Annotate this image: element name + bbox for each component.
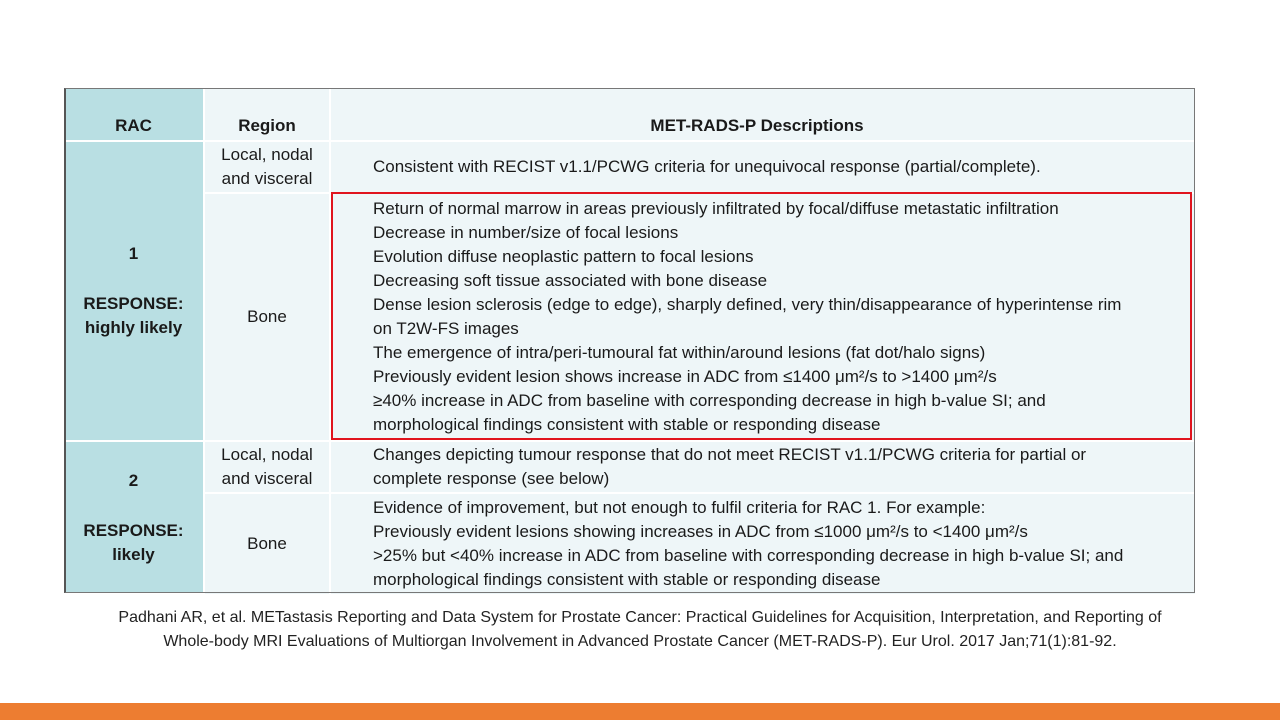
rac-label: RESPONSE: xyxy=(83,520,184,540)
region-cell xyxy=(204,141,330,193)
description-cell xyxy=(330,493,1195,594)
region-label: and visceral xyxy=(221,469,313,488)
description-cell xyxy=(330,193,1195,441)
description-line: Previously evident lesion shows increase in ADC from ≤1400 μm²/s to >1400 μm²/s xyxy=(373,367,997,386)
description-line: Consistent with RECIST v1.1/PCWG criteria for unequivocal response (partial/complete). xyxy=(373,157,1041,176)
region-label: Local, nodal xyxy=(221,445,313,464)
rac-1-cell xyxy=(64,141,204,441)
description-line: Evolution diffuse neoplastic pattern to focal lesions xyxy=(373,247,754,266)
rac-label: highly likely xyxy=(84,318,183,337)
description-cell xyxy=(330,441,1195,493)
header-region: Region xyxy=(204,88,330,141)
rac-number: 1 xyxy=(128,244,139,263)
table-row xyxy=(64,493,1195,594)
citation-line: Whole-body MRI Evaluations of Multiorgan Involvement in Advanced Prostate Cancer (MET-RADS-P). Eur Urol. 2017 Jan;71(1):81-92. xyxy=(163,633,1117,650)
description-line: The emergence of intra/peri-tumoural fat within/around lesions (fat dot/halo signs) xyxy=(373,343,986,362)
description-line: Decreasing soft tissue associated with bone disease xyxy=(373,271,768,290)
header-descriptions: MET-RADS-P Descriptions xyxy=(330,88,1195,141)
rac-label: RESPONSE: xyxy=(83,294,184,313)
region-label: Local, nodal xyxy=(221,145,313,164)
accent-bar xyxy=(0,703,1280,720)
region-cell xyxy=(204,193,330,441)
description-cell xyxy=(330,141,1195,193)
table-row xyxy=(64,441,1195,493)
description-line: Changes depicting tumour response that do not meet RECIST v1.1/PCWG criteria for partial or xyxy=(373,445,1087,464)
description-line: Previously evident lesions showing increases in ADC from ≤1000 μm²/s to <1400 μm²/s xyxy=(373,522,1028,541)
description-line: on T2W-FS images xyxy=(373,319,519,338)
citation-line: Padhani AR, et al. METastasis Reporting and Data System for Prostate Cancer: Practical Guidelines for Acquisition, Interpretation, and Reporting of xyxy=(118,609,1162,626)
table-row xyxy=(64,141,1195,193)
rac-label: likely xyxy=(112,544,155,564)
description-line: complete response (see below) xyxy=(373,469,610,488)
citation xyxy=(60,606,1220,654)
region-label: Bone xyxy=(247,307,287,326)
region-label: and visceral xyxy=(221,169,313,188)
description-line: Dense lesion sclerosis (edge to edge), sharply defined, very thin/disappearance of hyperintense rim xyxy=(373,295,1122,314)
region-cell xyxy=(204,493,330,594)
description-line: >25% but <40% increase in ADC from baseline with corresponding decrease in high b-value SI; and xyxy=(373,546,1124,565)
description-line: morphological findings consistent with stable or responding disease xyxy=(373,415,881,434)
rac-number: 2 xyxy=(128,470,139,490)
description-line: morphological findings consistent with stable or responding disease xyxy=(373,570,881,589)
description-line: ≥40% increase in ADC from baseline with corresponding decrease in high b-value SI; and xyxy=(373,391,1046,410)
met-rads-table xyxy=(64,88,1195,595)
description-line: Evidence of improvement, but not enough to fulfil criteria for RAC 1. For example: xyxy=(373,498,986,517)
table-row xyxy=(64,193,1195,441)
header-rac: RAC xyxy=(64,88,204,141)
table-header-row xyxy=(64,88,1195,141)
description-line: Return of normal marrow in areas previously infiltrated by focal/diffuse metastatic infiltration xyxy=(373,199,1059,218)
rac-2-cell xyxy=(64,441,204,594)
region-label: Bone xyxy=(247,534,287,553)
region-cell xyxy=(204,441,330,493)
description-line: Decrease in number/size of focal lesions xyxy=(373,223,679,242)
